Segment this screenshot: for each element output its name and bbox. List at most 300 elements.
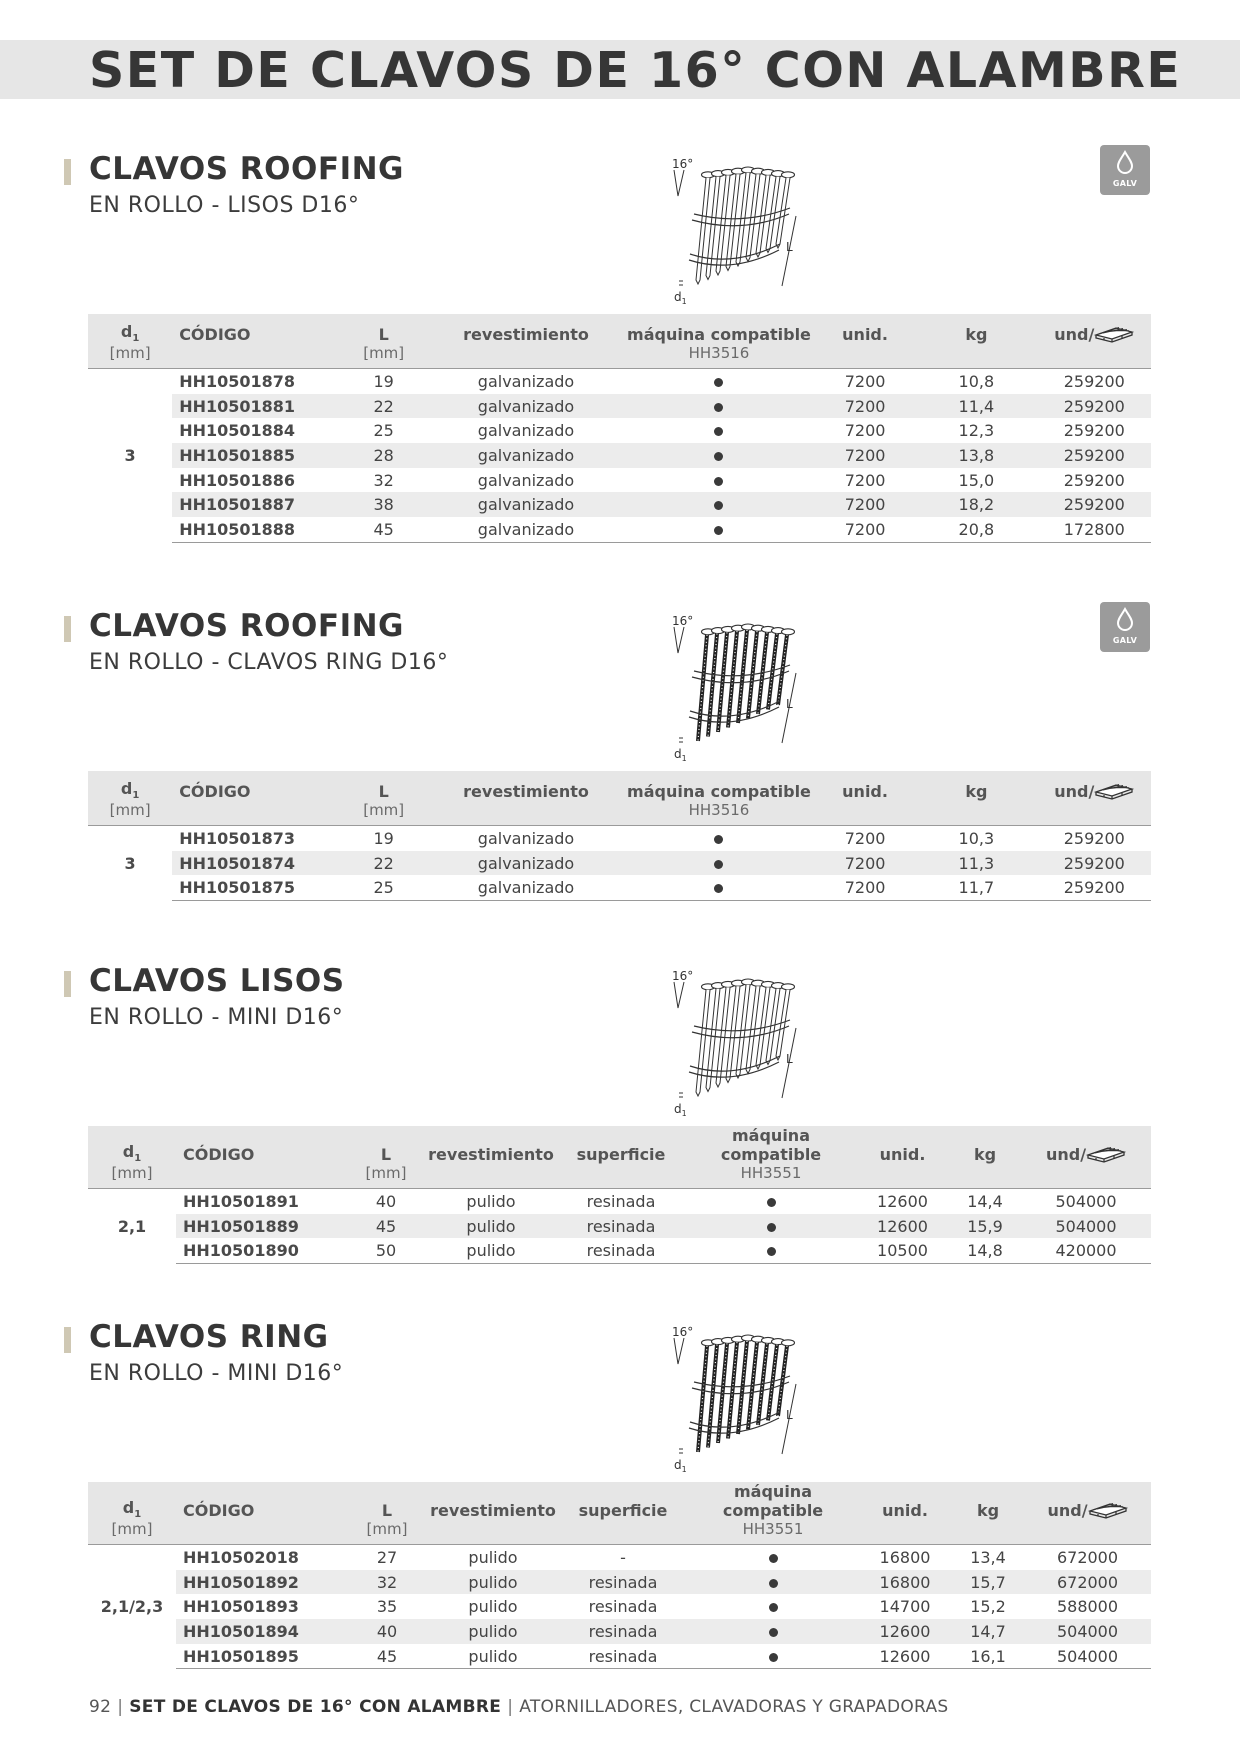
table-row	[88, 443, 1151, 468]
cell-l: 27	[376, 1547, 398, 1567]
cell-unid: 12600	[858, 1619, 952, 1644]
cell-und: 672000	[1024, 1570, 1151, 1595]
table-row	[88, 1594, 1151, 1619]
cell-revestimiento: galvanizado	[429, 394, 623, 419]
header-d: d	[122, 1497, 135, 1517]
cell-und: 259200	[1063, 470, 1125, 490]
column-header-superficie	[558, 1482, 688, 1520]
column-header-revestimiento	[428, 1482, 558, 1520]
column-header-revestimiento	[429, 771, 623, 801]
header-maquina-label: máquina compatible	[722, 1482, 824, 1520]
pallet-icon	[1094, 326, 1134, 344]
nail-coil-illustration	[662, 613, 812, 763]
unit-cell-kg	[949, 1164, 1021, 1189]
section-title: CLAVOS ROOFING	[89, 151, 404, 187]
cell-revestimiento: galvanizado	[477, 828, 575, 848]
column-header-unid	[815, 771, 915, 801]
compatible-dot-icon	[769, 1554, 778, 1563]
compatible-dot-icon	[769, 1579, 778, 1588]
angle-label: 16°	[672, 1325, 694, 1339]
column-header-codigo	[176, 1482, 346, 1520]
cell-kg: 10,8	[958, 371, 995, 391]
unit-cell-superficie	[556, 1164, 686, 1189]
cell-codigo: HH10501873	[179, 828, 296, 848]
cell-maquina	[623, 517, 815, 542]
compatible-dot-icon	[767, 1198, 776, 1207]
unit-cell-revestimiento	[428, 1520, 558, 1545]
unit-cell-superficie	[558, 1520, 688, 1545]
header-kg-label: kg	[965, 782, 988, 801]
column-header-revestimiento	[429, 314, 623, 344]
cell-unid: 7200	[815, 443, 915, 468]
cell-unid: 14700	[879, 1597, 931, 1617]
unit-cell-unid	[856, 1164, 949, 1189]
compatible-dot-icon	[714, 835, 723, 844]
pallet-icon	[1094, 783, 1134, 801]
column-header-kg	[952, 1482, 1024, 1520]
header-revestimiento-label: revestimiento	[430, 1501, 556, 1520]
cell-l: 22	[338, 394, 429, 419]
column-header-codigo	[172, 771, 338, 801]
header-d-sub: 1	[132, 790, 140, 801]
cell-l: 19	[373, 371, 394, 391]
cell-kg: 14,7	[952, 1619, 1024, 1644]
footer-section: SET DE CLAVOS DE 16° CON ALAMBRE	[129, 1697, 502, 1717]
column-header-maquina	[686, 1126, 856, 1164]
cell-kg: 14,4	[967, 1191, 1003, 1211]
cell-revestimiento: pulido	[426, 1214, 556, 1239]
diameter-cell: 3	[88, 369, 172, 543]
cell-revestimiento: pulido	[428, 1570, 558, 1595]
cell-kg: 12,3	[958, 421, 995, 441]
cell-unid: 12600	[858, 1644, 952, 1669]
section-subtitle: EN ROLLO - LISOS D16°	[89, 193, 360, 218]
cell-codigo: HH10501887	[172, 492, 338, 517]
table-row	[88, 1570, 1151, 1595]
cell-und: 672000	[1056, 1547, 1119, 1567]
compatible-dot-icon	[714, 526, 723, 535]
unit-cell-kg	[952, 1520, 1024, 1545]
header-d: d	[122, 1141, 135, 1161]
compatible-dot-icon	[714, 403, 723, 412]
unit-cell-codigo	[176, 1164, 346, 1189]
table-row	[88, 517, 1151, 542]
cell-kg: 15,0	[958, 470, 995, 490]
header-codigo-label: CÓDIGO	[183, 1501, 255, 1520]
column-header-unid	[815, 314, 915, 344]
cell-revestimiento: pulido	[428, 1619, 558, 1644]
length-label: L	[786, 1052, 793, 1066]
cell-l: 32	[373, 470, 394, 490]
section-subtitle: EN ROLLO - CLAVOS RING D16°	[89, 650, 449, 675]
table-row	[88, 1238, 1151, 1263]
cell-kg: 15,7	[952, 1570, 1024, 1595]
cell-revestimiento: pulido	[468, 1547, 518, 1567]
cell-und: 259200	[1038, 875, 1151, 900]
header-row	[88, 314, 1151, 344]
section-subtitle: EN ROLLO - MINI D16°	[89, 1005, 344, 1030]
cell-unid: 7200	[844, 470, 886, 490]
section-title: CLAVOS RING	[89, 1319, 329, 1355]
cell-kg: 16,1	[952, 1644, 1024, 1669]
column-header-und	[1038, 314, 1151, 344]
cell-unid: 7200	[844, 371, 886, 391]
cell-und: 504000	[1024, 1644, 1151, 1669]
table-row	[88, 826, 1151, 851]
cell-revestimiento: pulido	[426, 1238, 556, 1263]
compatible-dot-icon	[769, 1653, 778, 1662]
column-header-und	[1038, 771, 1151, 801]
section-accent-bar	[64, 159, 71, 185]
header-maquina-label: máquina compatible	[627, 325, 811, 344]
nail-coil-illustration	[662, 1324, 812, 1474]
cell-revestimiento: galvanizado	[477, 421, 575, 441]
galvanized-label: GALV	[1112, 636, 1138, 645]
header-codigo-label: CÓDIGO	[183, 1145, 255, 1164]
header-d: d	[120, 321, 133, 341]
cell-und: 172800	[1038, 517, 1151, 542]
angle-label: 16°	[672, 157, 694, 171]
cell-kg: 11,7	[915, 875, 1037, 900]
header-revestimiento-label: revestimiento	[463, 782, 589, 801]
cell-l: 45	[346, 1214, 426, 1239]
table-row	[88, 492, 1151, 517]
unit-cell-maquina: HH3551	[686, 1164, 856, 1189]
column-header-l	[338, 314, 429, 344]
cell-und: 259200	[1038, 443, 1151, 468]
header-row	[88, 1482, 1151, 1520]
cell-unid: 12600	[856, 1214, 949, 1239]
cell-maquina	[686, 1238, 856, 1263]
units-row	[88, 344, 1151, 369]
cell-und: 259200	[1038, 492, 1151, 517]
cell-codigo: HH10501886	[179, 470, 296, 490]
header-row	[88, 1126, 1151, 1164]
cell-maquina	[623, 443, 815, 468]
cell-revestimiento: galvanizado	[429, 851, 623, 876]
cell-unid: 7200	[815, 517, 915, 542]
compatible-dot-icon	[714, 378, 723, 387]
units-row	[88, 1164, 1151, 1189]
cell-unid: 7200	[815, 492, 915, 517]
cell-l: 25	[338, 875, 429, 900]
cell-codigo: HH10501891	[183, 1191, 299, 1211]
cell-kg: 10,3	[958, 828, 995, 848]
column-header-maquina	[623, 314, 815, 344]
cell-maquina	[623, 369, 815, 394]
cell-l: 28	[338, 443, 429, 468]
cell-codigo: HH10501890	[176, 1238, 346, 1263]
column-header-und	[1024, 1482, 1151, 1520]
diameter-label: $d_1$	[674, 290, 687, 306]
unit-cell-l: [mm]	[338, 801, 429, 826]
cell-codigo: HH10501892	[176, 1570, 346, 1595]
header-d: d	[120, 778, 133, 798]
cell-und: 259200	[1063, 371, 1125, 391]
units-row	[88, 1520, 1151, 1545]
cell-kg: 15,9	[949, 1214, 1021, 1239]
cell-superficie: resinada	[558, 1644, 688, 1669]
cell-l: 25	[373, 421, 394, 441]
cell-l: 22	[338, 851, 429, 876]
cell-unid: 12600	[877, 1191, 928, 1211]
compatible-dot-icon	[769, 1603, 778, 1612]
compatible-dot-icon	[714, 501, 723, 510]
length-label: L	[786, 240, 793, 254]
cell-und: 420000	[1021, 1238, 1151, 1263]
cell-codigo: HH10502018	[183, 1547, 299, 1567]
unit-cell-und	[1038, 344, 1151, 369]
cell-l: 40	[375, 1191, 397, 1211]
column-header-d1	[88, 1126, 176, 1164]
column-header-kg	[915, 771, 1037, 801]
column-header-l	[338, 771, 429, 801]
compatible-dot-icon	[767, 1223, 776, 1232]
compatible-dot-icon	[714, 452, 723, 461]
cell-und: 259200	[1063, 828, 1125, 848]
cell-revestimiento: pulido	[466, 1191, 516, 1211]
cell-revestimiento: galvanizado	[429, 875, 623, 900]
droplet-icon	[1100, 145, 1150, 179]
diameter-label: $d_1$	[674, 747, 687, 763]
table-row	[88, 851, 1151, 876]
header-kg-label: kg	[965, 325, 988, 344]
table-row	[88, 1214, 1151, 1239]
cell-revestimiento: galvanizado	[429, 517, 623, 542]
cell-maquina	[686, 1214, 856, 1239]
cell-maquina	[623, 394, 815, 419]
page-number: 92	[89, 1697, 112, 1717]
unit-cell-kg	[915, 801, 1037, 826]
table-row	[88, 1619, 1151, 1644]
column-header-unid	[858, 1482, 952, 1520]
cell-codigo: HH10501875	[172, 875, 338, 900]
angle-label: 16°	[672, 614, 694, 628]
galvanized-badge	[1100, 602, 1150, 652]
cell-und: 259200	[1063, 421, 1125, 441]
header-l-label: L	[378, 782, 389, 801]
header-maquina-label: máquina compatible	[720, 1126, 822, 1164]
column-header-superficie	[556, 1126, 686, 1164]
unit-cell-l: [mm]	[338, 344, 429, 369]
cell-kg: 18,2	[915, 492, 1037, 517]
cell-revestimiento: pulido	[428, 1644, 558, 1669]
cell-und: 504000	[1024, 1619, 1151, 1644]
cell-kg: 14,8	[949, 1238, 1021, 1263]
section-title: CLAVOS LISOS	[89, 963, 345, 999]
footer-separator: |	[117, 1697, 124, 1717]
header-d-sub: 1	[134, 1509, 142, 1520]
header-d-sub: 1	[134, 1153, 142, 1164]
header-kg-label: kg	[973, 1145, 997, 1164]
cell-codigo: HH10501881	[172, 394, 338, 419]
cell-kg: 13,8	[915, 443, 1037, 468]
header-unid-label: unid.	[882, 1501, 928, 1520]
footer-chapter: ATORNILLADORES, CLAVADORAS Y GRAPADORAS	[519, 1697, 949, 1717]
diameter-cell: 2,1/2,3	[88, 1545, 176, 1669]
page-footer	[89, 1697, 949, 1717]
column-header-maquina	[623, 771, 815, 801]
unit-cell-revestimiento	[429, 344, 623, 369]
column-header-kg	[915, 314, 1037, 344]
cell-und: 588000	[1056, 1597, 1119, 1617]
cell-unid: 7200	[815, 875, 915, 900]
unit-cell-d1: [mm]	[88, 1520, 176, 1545]
cell-unid: 16800	[879, 1547, 931, 1567]
cell-maquina	[623, 468, 815, 493]
diameter-cell: 2,1	[88, 1189, 176, 1264]
cell-und: 259200	[1038, 851, 1151, 876]
column-header-d1	[88, 1482, 176, 1520]
header-l-label: L	[378, 325, 389, 344]
header-revestimiento-label: revestimiento	[463, 325, 589, 344]
unit-cell-und	[1038, 801, 1151, 826]
diameter-label: $d_1$	[674, 1458, 687, 1474]
cell-unid: 16800	[858, 1570, 952, 1595]
compatible-dot-icon	[714, 884, 723, 893]
cell-kg: 15,2	[970, 1597, 1006, 1617]
unit-cell-und	[1021, 1164, 1151, 1189]
cell-maquina	[623, 418, 815, 443]
unit-cell-kg	[915, 344, 1037, 369]
nail-figure	[662, 613, 812, 763]
cell-maquina	[623, 492, 815, 517]
column-header-revestimiento	[426, 1126, 556, 1164]
cell-revestimiento: galvanizado	[477, 470, 575, 490]
cell-unid: 7200	[815, 394, 915, 419]
cell-unid: 10500	[856, 1238, 949, 1263]
cell-codigo: HH10501894	[176, 1619, 346, 1644]
length-label: L	[786, 1408, 793, 1422]
cell-codigo: HH10501889	[176, 1214, 346, 1239]
cell-und: 259200	[1038, 394, 1151, 419]
unit-cell-maquina: HH3551	[688, 1520, 858, 1545]
nail-figure	[662, 156, 812, 306]
cell-unid: 7200	[844, 421, 886, 441]
compatible-dot-icon	[714, 860, 723, 869]
table-row	[88, 1644, 1151, 1669]
angle-label: 16°	[672, 969, 694, 983]
cell-superficie: resinada	[558, 1570, 688, 1595]
cell-maquina	[623, 875, 815, 900]
cell-kg: 11,3	[915, 851, 1037, 876]
column-header-kg	[949, 1126, 1021, 1164]
unit-cell-revestimiento	[426, 1164, 556, 1189]
unit-cell-unid	[815, 344, 915, 369]
section-accent-bar	[64, 1327, 71, 1353]
table-row	[88, 369, 1151, 394]
spec-table	[88, 1126, 1151, 1264]
column-header-l	[346, 1126, 426, 1164]
cell-revestimiento: galvanizado	[429, 443, 623, 468]
cell-maquina	[688, 1594, 858, 1619]
section-accent-bar	[64, 616, 71, 642]
column-header-d1	[88, 771, 172, 801]
cell-revestimiento: galvanizado	[477, 371, 575, 391]
page-title: SET DE CLAVOS DE 16° CON ALAMBRE	[89, 42, 1182, 99]
unit-cell-revestimiento	[429, 801, 623, 826]
cell-l: 50	[346, 1238, 426, 1263]
cell-maquina	[686, 1189, 856, 1214]
cell-revestimiento: galvanizado	[429, 492, 623, 517]
cell-und: 504000	[1055, 1191, 1117, 1211]
table-row	[88, 1545, 1151, 1570]
cell-codigo: HH10501888	[172, 517, 338, 542]
table-row	[88, 418, 1151, 443]
cell-superficie: resinada	[588, 1597, 658, 1617]
cell-codigo: HH10501878	[179, 371, 296, 391]
cell-codigo: HH10501885	[172, 443, 338, 468]
galvanized-badge	[1100, 145, 1150, 195]
cell-maquina	[688, 1545, 858, 1570]
droplet-icon	[1100, 602, 1150, 636]
header-codigo-label: CÓDIGO	[179, 782, 251, 801]
unit-cell-unid	[858, 1520, 952, 1545]
galvanized-label: GALV	[1112, 179, 1138, 188]
pallet-icon	[1088, 1502, 1128, 1520]
unit-cell-d1: [mm]	[88, 344, 172, 369]
header-und: und/	[1047, 1500, 1088, 1520]
footer-separator: |	[507, 1697, 514, 1717]
cell-codigo: HH10501874	[172, 851, 338, 876]
table-row	[88, 875, 1151, 900]
cell-superficie: resinada	[556, 1238, 686, 1263]
table-row	[88, 1189, 1151, 1214]
cell-l: 38	[338, 492, 429, 517]
header-kg-label: kg	[976, 1501, 1000, 1520]
cell-superficie: resinada	[556, 1214, 686, 1239]
header-codigo-label: CÓDIGO	[179, 325, 251, 344]
header-superficie-label: superficie	[576, 1145, 666, 1164]
cell-superficie: resinada	[558, 1619, 688, 1644]
cell-kg: 11,4	[915, 394, 1037, 419]
pallet-icon	[1086, 1146, 1126, 1164]
cell-revestimiento: pulido	[468, 1597, 518, 1617]
spec-table	[88, 1482, 1151, 1669]
cell-kg: 20,8	[915, 517, 1037, 542]
unit-cell-codigo	[172, 801, 338, 826]
cell-kg: 13,4	[970, 1547, 1006, 1567]
header-l-label: L	[381, 1501, 393, 1520]
compatible-dot-icon	[767, 1247, 776, 1256]
compatible-dot-icon	[714, 477, 723, 486]
header-und: und/	[1045, 1144, 1087, 1164]
header-l-label: L	[380, 1145, 392, 1164]
cell-superficie: -	[620, 1547, 626, 1567]
diameter-cell: 3	[88, 826, 172, 901]
cell-codigo: HH10501893	[183, 1597, 299, 1617]
unit-cell-l: [mm]	[346, 1164, 426, 1189]
unit-cell-unid	[815, 801, 915, 826]
cell-codigo: HH10501884	[179, 421, 296, 441]
header-unid-label: unid.	[842, 782, 888, 801]
cell-unid: 7200	[815, 851, 915, 876]
cell-superficie: resinada	[586, 1191, 656, 1211]
compatible-dot-icon	[769, 1628, 778, 1637]
table-row	[88, 468, 1151, 493]
column-header-l	[346, 1482, 428, 1520]
nail-figure	[662, 968, 812, 1118]
spec-table	[88, 771, 1151, 901]
header-unid-label: unid.	[879, 1145, 926, 1164]
units-row	[88, 801, 1151, 826]
nail-coil-illustration	[662, 968, 812, 1118]
header-d-sub: 1	[132, 333, 140, 344]
section-title: CLAVOS ROOFING	[89, 608, 404, 644]
column-header-und	[1021, 1126, 1151, 1164]
column-header-maquina	[688, 1482, 858, 1520]
spec-table	[88, 314, 1151, 543]
